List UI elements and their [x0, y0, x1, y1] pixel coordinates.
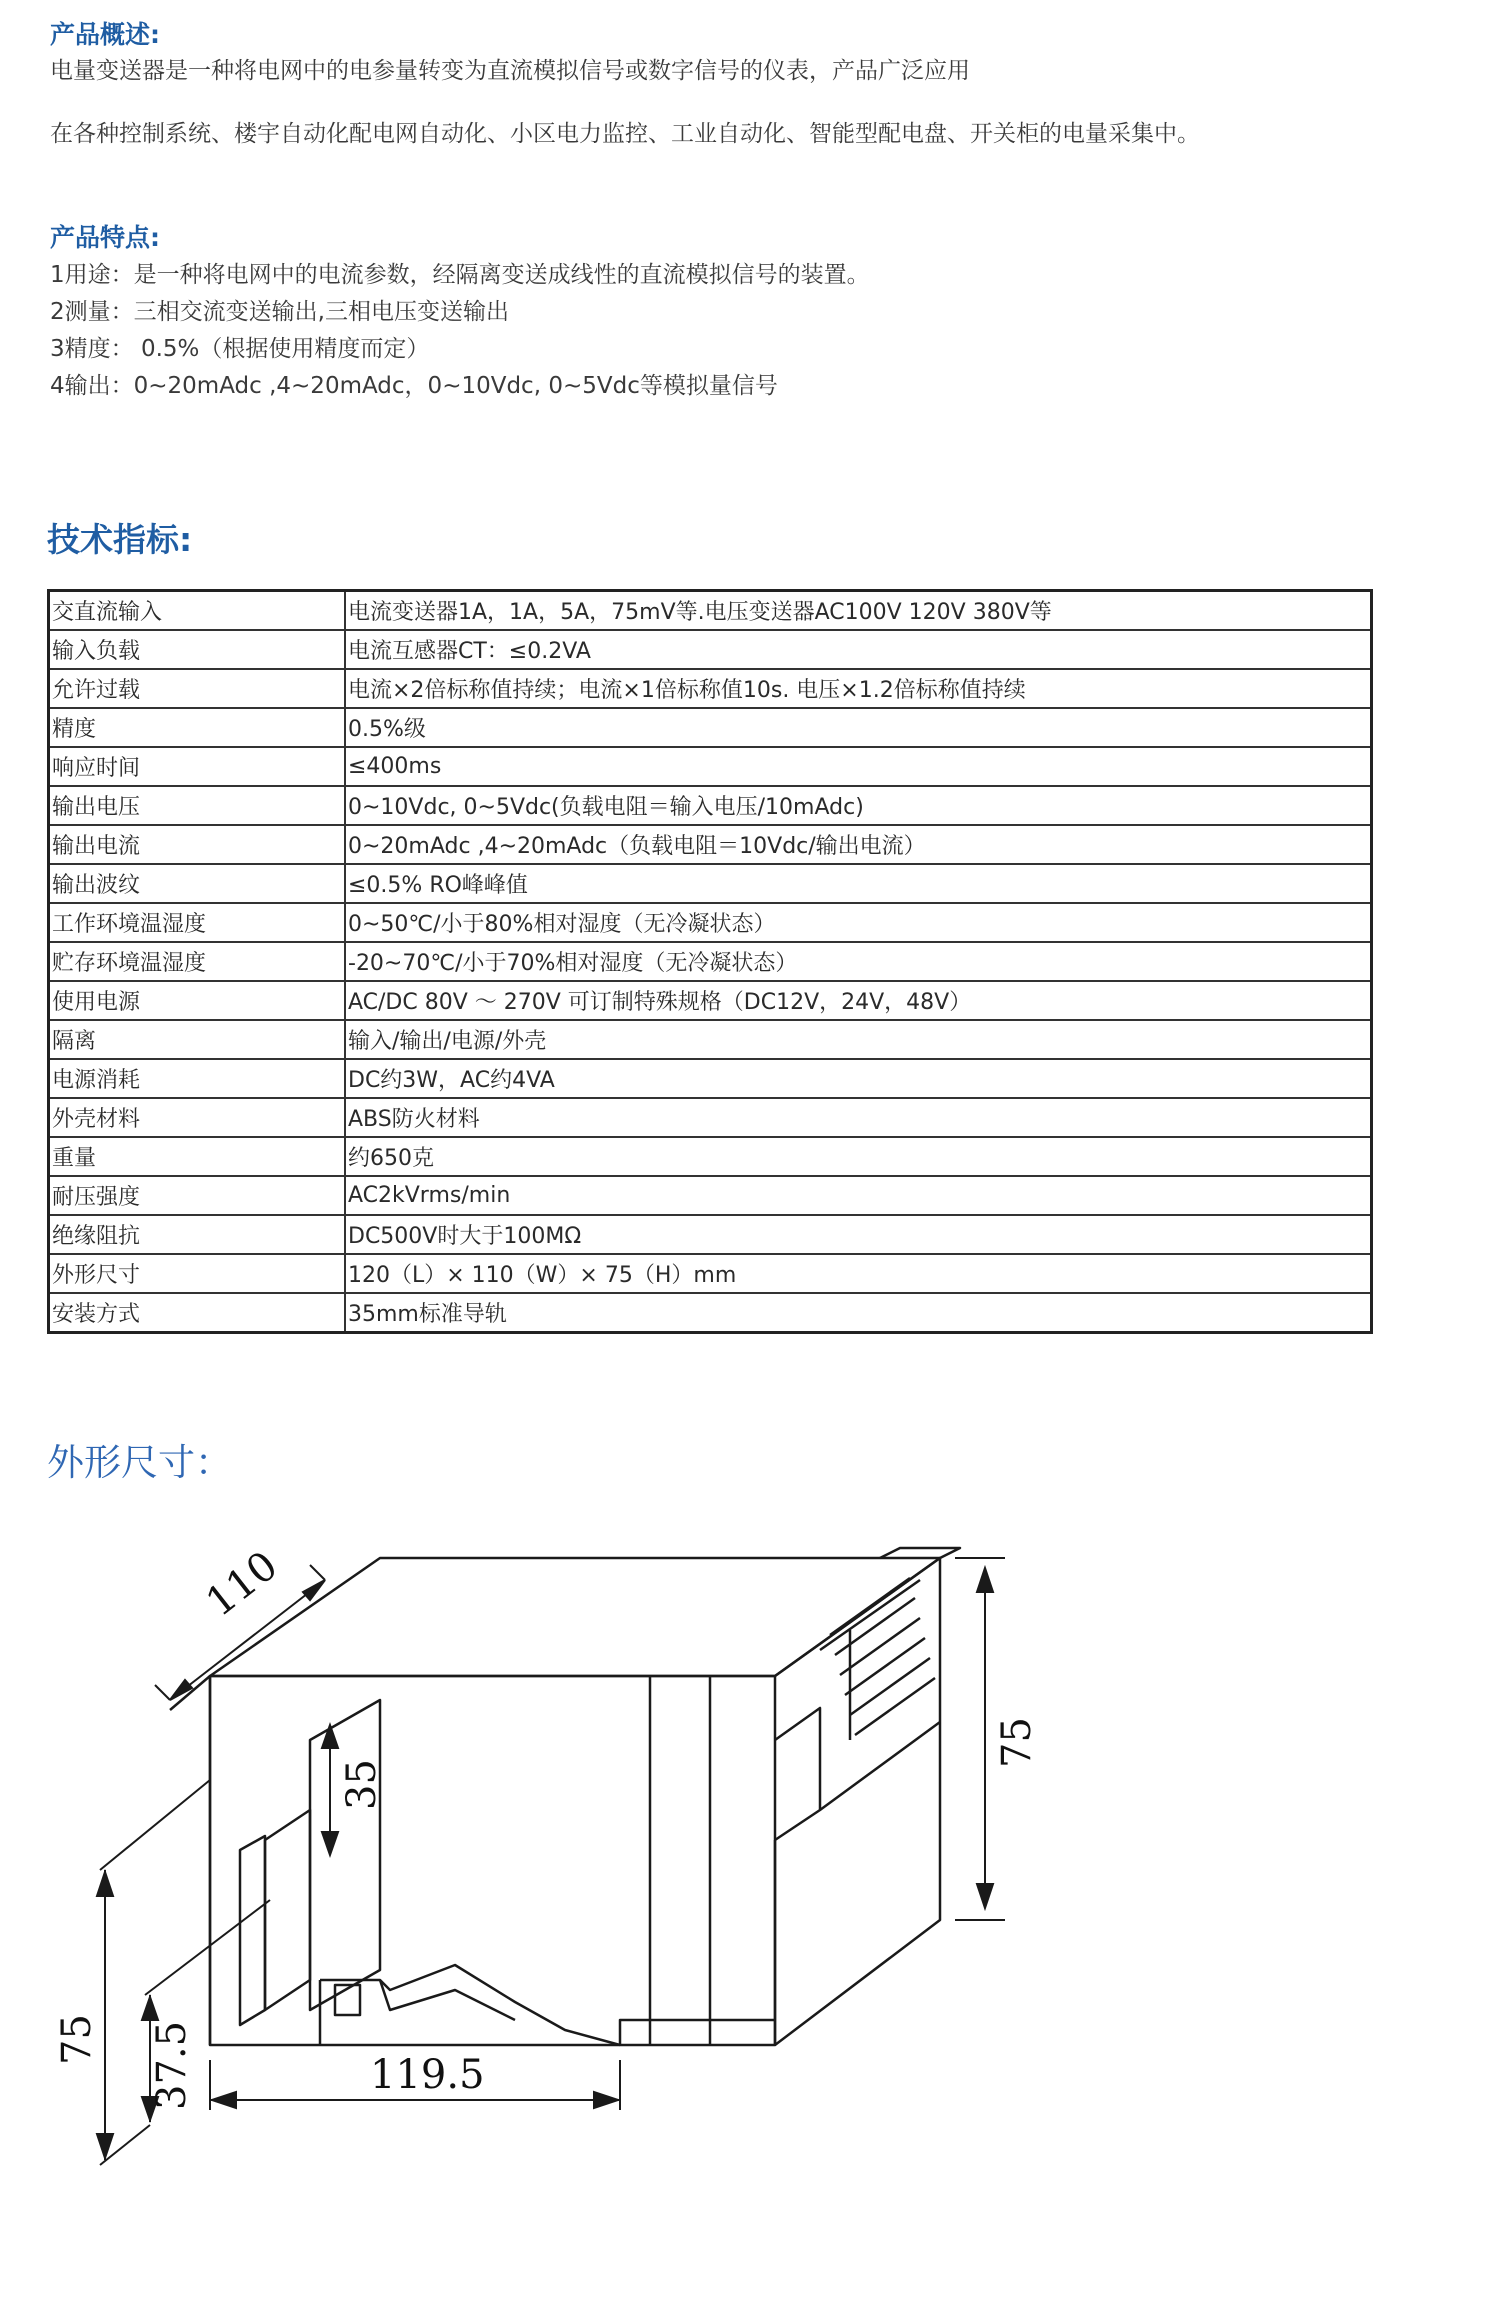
spec-label: 交直流输入: [49, 591, 346, 631]
dimension-drawing: [54, 1510, 1110, 2210]
spec-value: 0.5%级: [345, 708, 1372, 747]
spec-label: 外形尺寸: [49, 1254, 346, 1293]
overview-title: 产品概述:: [50, 20, 160, 49]
feature-item: 1用途：是一种将电网中的电流参数，经隔离变送成线性的直流模拟信号的装置。: [50, 262, 870, 288]
table-row: [49, 1215, 1372, 1254]
overview-line-1: 电量变送器是一种将电网中的电参量转变为直流模拟信号或数字信号的仪表，产品广泛应用: [50, 58, 970, 84]
spec-label: 输入负载: [49, 630, 346, 669]
spec-label: 重量: [49, 1137, 346, 1176]
dim-label-height-right: 75: [994, 1717, 1040, 1768]
features-list: [50, 257, 870, 405]
features-title: 产品特点:: [50, 223, 160, 252]
spec-value: AC/DC 80V ～ 270V 可订制特殊规格（DC12V，24V，48V）: [345, 981, 1372, 1020]
spec-label: 安装方式: [49, 1293, 346, 1333]
spec-label: 绝缘阻抗: [49, 1215, 346, 1254]
specs-title: 技术指标:: [47, 520, 193, 559]
spec-label: 响应时间: [49, 747, 346, 786]
spec-value: AC2kVrms/min: [345, 1176, 1372, 1215]
spec-value: 电流互感器CT：≤0.2VA: [345, 630, 1372, 669]
spec-label: 允许过载: [49, 669, 346, 708]
spec-value: 0~50℃/小于80%相对湿度（无冷凝状态）: [345, 903, 1372, 942]
spec-value: 电流×2倍标称值持续；电流×1倍标称值10s. 电压×1.2倍标称值持续: [345, 669, 1372, 708]
spec-value: ≤0.5% RO峰峰值: [345, 864, 1372, 903]
table-row: [49, 864, 1372, 903]
dim-label-width: 110: [197, 1542, 287, 1626]
table-row: [49, 1098, 1372, 1137]
feature-item: 3精度： 0.5%（根据使用精度而定）: [50, 336, 430, 362]
spec-value: 0~20mAdc ,4~20mAdc（负载电阻＝10Vdc/输出电流）: [345, 825, 1372, 864]
spec-label: 输出电压: [49, 786, 346, 825]
table-row: [49, 825, 1372, 864]
spec-value: 35mm标准导轨: [345, 1293, 1372, 1333]
dim-label-rail: 35: [339, 1759, 385, 1810]
spec-label: 使用电源: [49, 981, 346, 1020]
table-row: [49, 1137, 1372, 1176]
spec-label: 精度: [49, 708, 346, 747]
spec-label: 输出电流: [49, 825, 346, 864]
dim-label-height-left: 75: [54, 2014, 100, 2065]
table-row: [49, 981, 1372, 1020]
table-row: [49, 903, 1372, 942]
spec-value: -20~70℃/小于70%相对湿度（无冷凝状态）: [345, 942, 1372, 981]
table-row: [49, 747, 1372, 786]
table-row: [49, 630, 1372, 669]
table-row: [49, 786, 1372, 825]
spec-label: 耐压强度: [49, 1176, 346, 1215]
spec-label: 输出波纹: [49, 864, 346, 903]
spec-label: 贮存环境温湿度: [49, 942, 346, 981]
spec-value: 120（L）× 110（W）× 75（H）mm: [345, 1254, 1372, 1293]
spec-value: 0~10Vdc, 0~5Vdc(负载电阻＝输入电压/10mAdc): [345, 786, 1372, 825]
spec-label: 外壳材料: [49, 1098, 346, 1137]
spec-value: ABS防火材料: [345, 1098, 1372, 1137]
table-row: [49, 1293, 1372, 1333]
table-row: [49, 1020, 1372, 1059]
spec-value: 电流变送器1A，1A，5A，75mV等.电压变送器AC100V 120V 380V等: [345, 591, 1372, 631]
table-row: [49, 669, 1372, 708]
table-row: [49, 1176, 1372, 1215]
table-row: [49, 708, 1372, 747]
dim-label-length: 119.5: [370, 2052, 485, 2098]
feature-item: 2测量：三相交流变送输出,三相电压变送输出: [50, 299, 509, 325]
spec-label: 工作环境温湿度: [49, 903, 346, 942]
table-row: [49, 1059, 1372, 1098]
overview-line-2: 在各种控制系统、楼宇自动化配电网自动化、小区电力监控、工业自动化、智能型配电盘、开关柜的电量采集中。: [50, 121, 1200, 147]
table-row: [49, 1254, 1372, 1293]
spec-value: DC500V时大于100MΩ: [345, 1215, 1372, 1254]
feature-item: 4输出：0~20mAdc ,4~20mAdc，0~10Vdc, 0~5Vdc等模拟量信号: [50, 373, 778, 399]
spec-value: ≤400ms: [345, 747, 1372, 786]
dim-label-half-height: 37.5: [149, 2020, 195, 2110]
spec-value: 输入/输出/电源/外壳: [345, 1020, 1372, 1059]
spec-label: 电源消耗: [49, 1059, 346, 1098]
table-row: [49, 591, 1372, 631]
spec-label: 隔离: [49, 1020, 346, 1059]
specs-table: [47, 589, 1373, 1334]
spec-value: 约650克: [345, 1137, 1372, 1176]
spec-value: DC约3W，AC约4VA: [345, 1059, 1372, 1098]
table-row: [49, 942, 1372, 981]
dimensions-title: 外形尺寸：: [47, 1441, 232, 1484]
